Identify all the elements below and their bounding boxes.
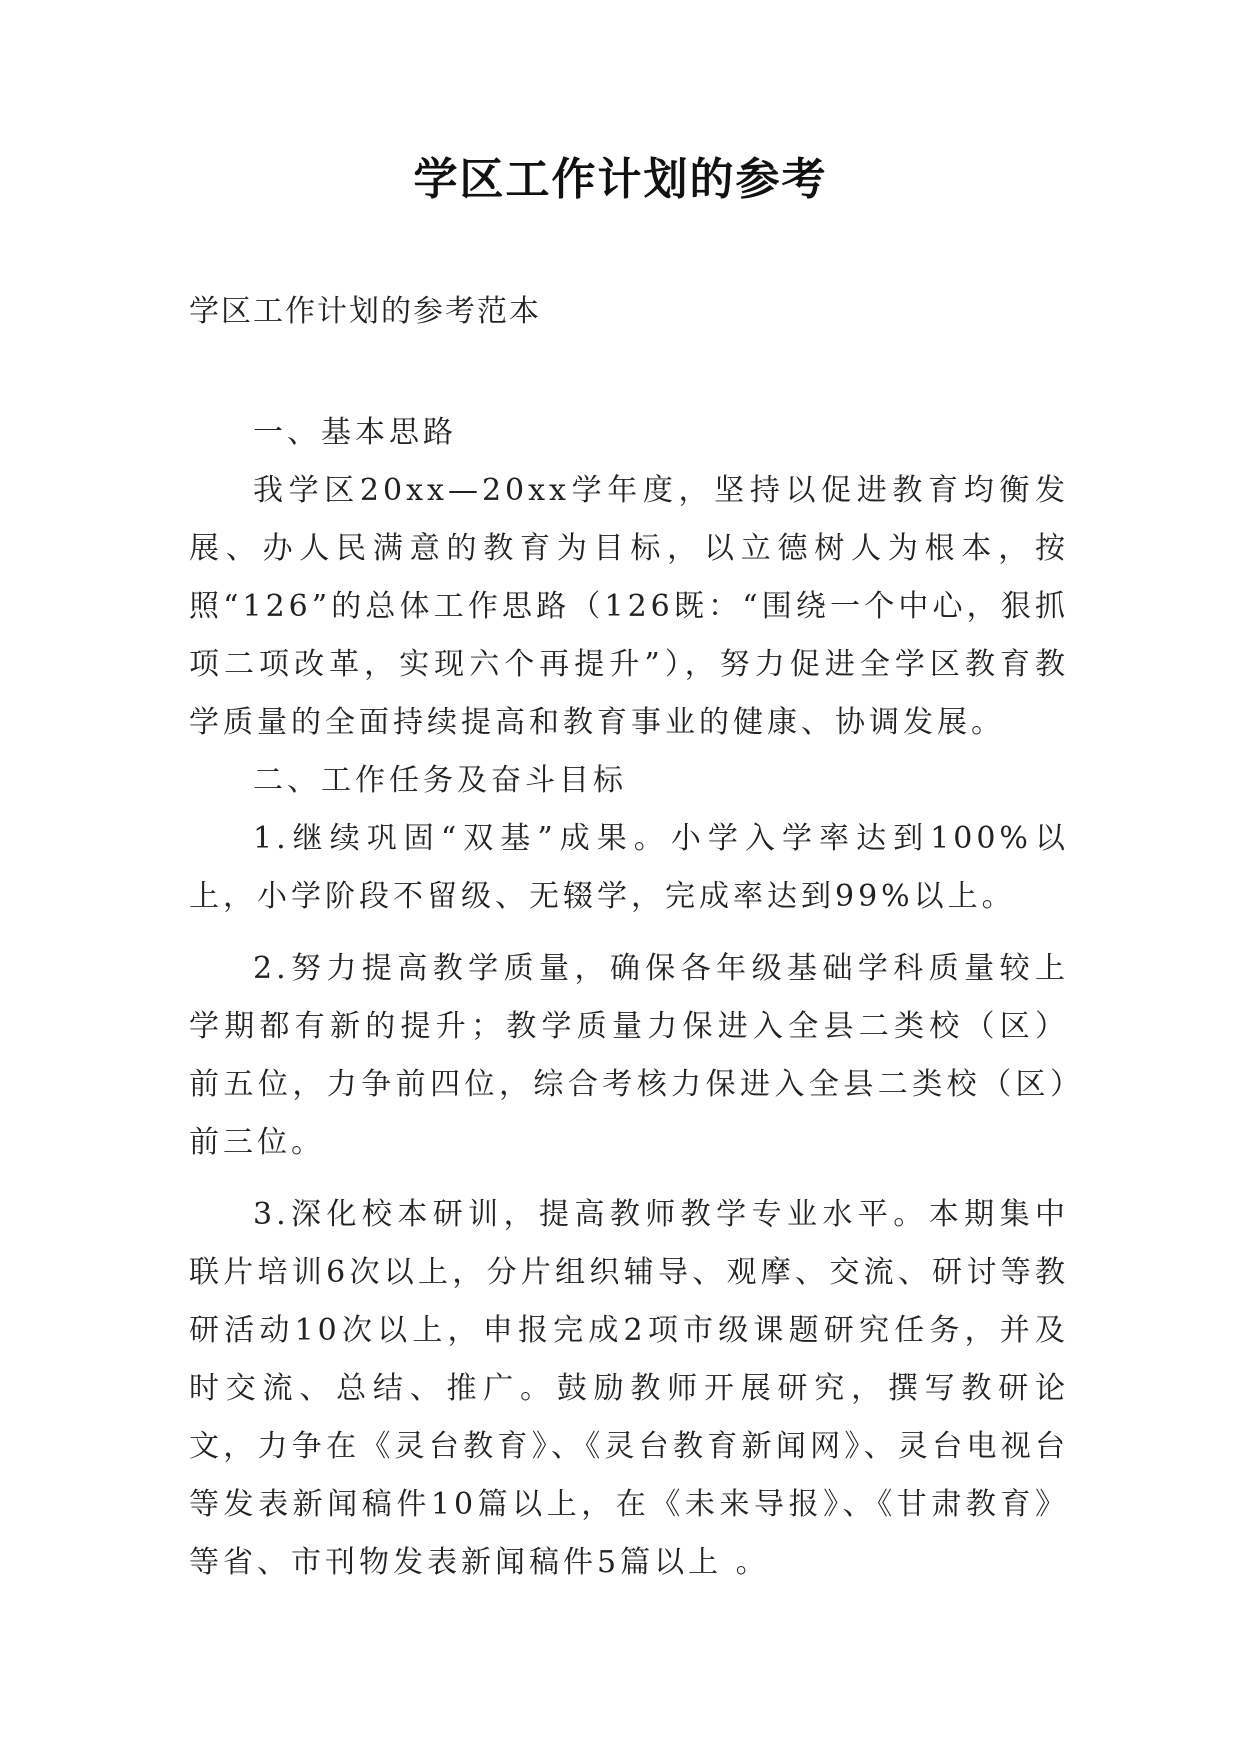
paragraph-item-2: 2.努力提高教学质量，确保各年级基础学科质量较上学期都有新的提升；教学质量力保进入全县二类校（区）前五位，力争前四位，综合考核力保进入全县二类校（区）前三位。 — [189, 951, 1069, 1160]
paragraph-basic-approach: 我学区20xx—20xx学年度，坚持以促进教育均衡发展、办人民满意的教育为目标，以立德树人为根本，按照“126”的总体工作思路（126既：“围绕一个中心，狠抓项二项改革，实现六个再提升”），努力促进全学区教育教学质量的全面持续提高和教育事业的健康、协调发展。 — [189, 473, 1069, 740]
paragraph-item-1: 1.继续巩固“双基”成果。小学入学率达到100%以上，小学阶段不留级、无辍学，完成率达到99%以上。 — [189, 821, 1069, 914]
section-heading-basic-approach: 一、基本思路 — [253, 415, 457, 450]
section-heading-tasks-goals: 二、工作任务及奋斗目标 — [253, 763, 627, 798]
paragraph-item-3: 3.深化校本研训，提高教师教学专业水平。本期集中联片培训6次以上，分片组织辅导、观摩、交流、研讨等教研活动10次以上，申报完成2项市级课题研究任务，并及时交流、总结、推广。鼓励教师开展研究，撰写教研论文，力争在《灵台教育》、《灵台教育新闻网》、灵台电视台等发表新闻稿件10篇以上，在《未来导报》、《甘肃教育》等省、市刊物发表新闻稿件5篇以上 。 — [189, 1197, 1069, 1580]
document-title: 学区工作计划的参考 — [413, 154, 828, 205]
document-subtitle: 学区工作计划的参考范本 — [189, 294, 541, 329]
document-body — [189, 404, 1069, 1592]
